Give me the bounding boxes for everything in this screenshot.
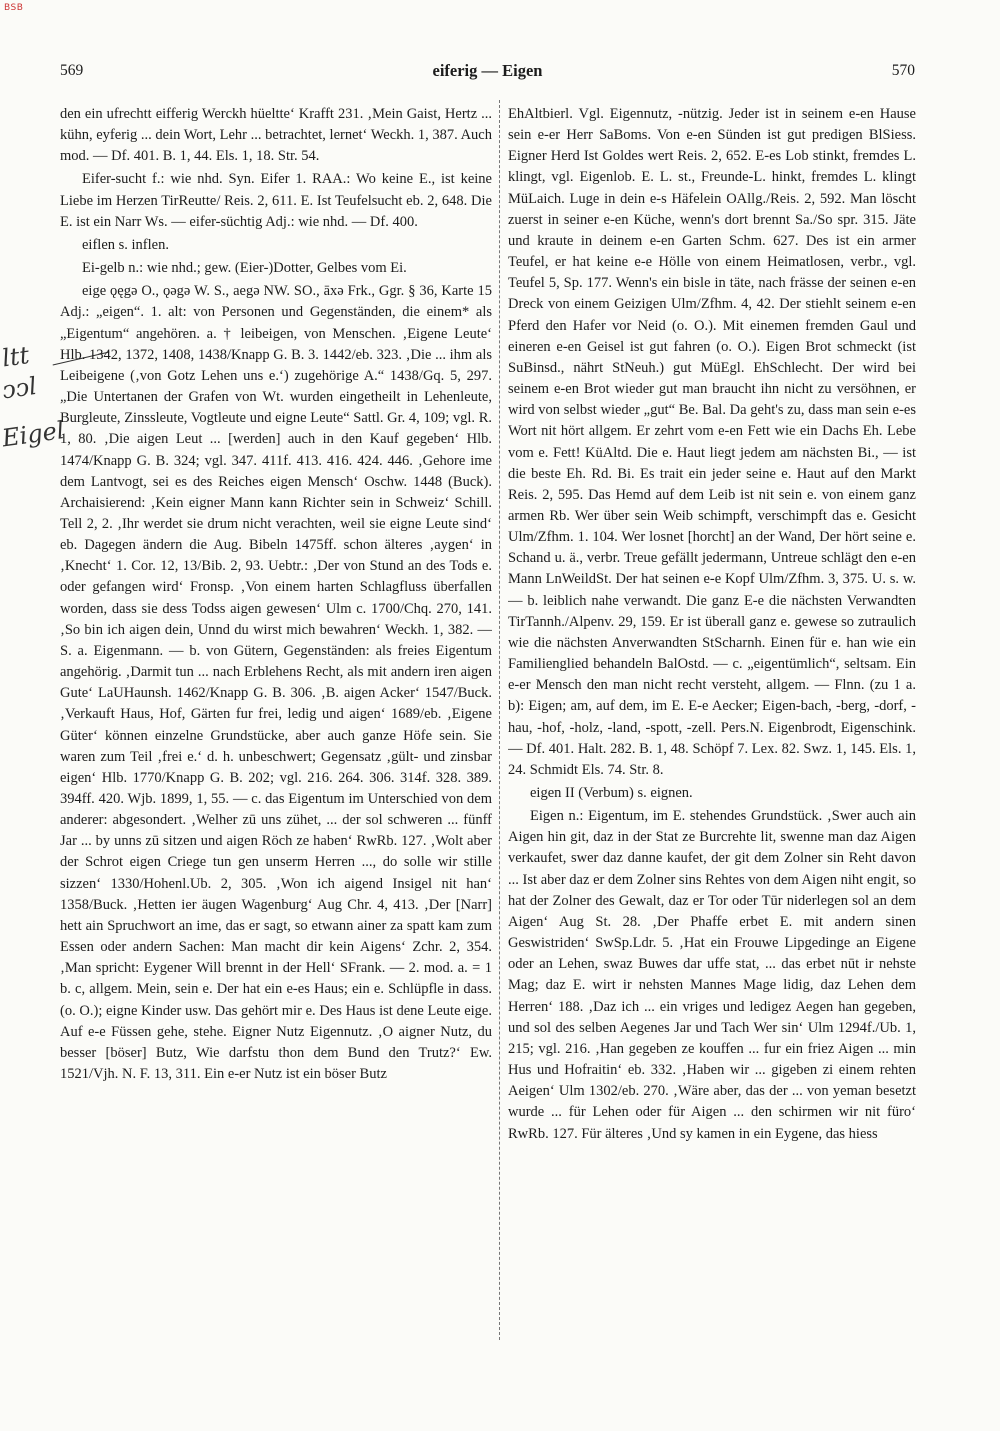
entry-eigen-noun: Eigen n.: Eigentum, im E. stehendes Grundstück. ‚Swer auch ain Aigen hin git, daz in der Stat ze Burcrehte lit, swenne man daz Aigen verkaufet, swer daz danne kaufet, der git dem Zolner sin Reht davon ... Ist aber daz er dem Zolner sins Rehtes von dem Aigen niht engit, so hat der Zolner des Gewalt, daz er Tor oder Tūr niderlegen sol an dem Aigen‘ Aug St. 28. ‚Der Phaffe erbet E. mit andern sinen Geswistriden‘ SwSp.Ldr. 5. ‚Hat ein Frouwe Lipgedinge an Eigene oder an Lehen, swaz Buwes dar uffe stat, ... das erbet nūt ir nehste Mag; daz E. wirt ir nehsten Mannes Mage lidig, daz Lehen dem Herren‘ 188. ‚Daz ich ... ein vriges und ledigez Aegen han gegeben, und sol des selben Aegenes Jar und Tach Wer sin‘ Ulm 1294f./Ub. 1, 215; vgl. 216. ‚Han gegeben ze kouffen ... fur ein friez Aigen ... min Hus und Hofraitin‘ eb. 332. ‚Haben wir ... gigeben zi einem rehten Aeigen‘ Ulm 1302/eb. 270. ‚Wäre aber, das der ... von yeman besetzt wurde ... für Lehen oder für Aigen ... den schirmen wir nit füro‘ RwRb. 127. Für älteres ‚Und sy kamen in ein Eygene, das hiess	[508, 808, 916, 1142]
entry-eigelb: Ei-gelb n.: wie nhd.; gew. (Eier-)Dotter, Gelbes vom Ei.	[82, 260, 407, 277]
left-column	[60, 104, 492, 1404]
entry-eige-continued: EhAltbierl. Vgl. Eigennutz, -nützig. Jeder ist in seinem e-en Hause sein e-er Herr SaBoms. Von e-en Sünden ist gut predigen BlSiess. Eigner Herd Ist Goldes wert Reis. 2, 652. E-es Lob stinkt, fremdes L. klingt, vgl. Eigenlob. E. L. st., Freunde-L. hinkt, fremdes L. klingt MüLaich. Luge in dein e-s Häfelein OAllg./Reis. 2, 592. Man löscht zuerst in seiner e-en Küche, wenn's dort brennt Sa./So spr. 315. Jäte und kraute in deinem e-en Garten Schm. 627. Des ist ein armer Teufel, er hat keine e-e Hölle von einem Heimatlosen, verbr., vgl. Teufel 5, Sp. 177. Wenn's ein bisle in täte, nach frässe der seinen e-en Dreck von einem Geizigen Ulm/Zfhm. 4, 42. Der stiehlt seinem e-en Pferd den Hafer vor Neid (o. O.). Mit einemen fremden Gaul und eineren e-en Geisel ist gut fahren (o. O.). Eigen Brot schmeckt (ist SuBinsd., nährt StNeuh.) gut MüEgl. EhSchlecht. Der wird bei seinem e-en Brot wieder gut man braucht ihn nicht zu versöhnen, er wird von selbst wieder „gut“ Be. Bal. Da geht's zu, dass man sein e-es Wort nit hört allgem. Er zehrt vom e-en Fett wie ein Dachs Eh. Lebe vom e. Fett! KüAltd. Die e. Haut liegt jedem am nächsten Bi., — ist die beste Eh. Rd. Bi. Es trait ein jeder seine e. Haut auf den Markt Reis. 2, 595. Das Hemd auf dem Leib ist nit sein e. von einem ganz armen Rb. Wer über sein Weib schimpft, verschimpft das e. Gesicht Ulm/Zfhm. 1. 104. Wer losnet [horcht] an der Wand, Der hört seine e. Schand u. ä., verbr. Treue gefällt jedermann, Untreue schlägt den e-en Mann LnWeildSt. Der hat seinen e-e Kopf Ulm/Zfhm. 3, 375. U. s. w. — b. leiblich nahe verwandt. Die ganz E-e die nächsten Verwandten TirTannh./Alpenv. 29, 159. Er ist überall ganz e. gewese so zutraulich wie die nächsten Anverwandten StScharnh. Einen für e. han wie ein Familienglied behandeln BalOstd. — c. „eigentümlich“, seltsam. Ein e-er Mensch den man nicht recht versteht, allgem. — Flnn. (zu 1 a. b): Eigen; am, auf dem, im E. E-e Aecker; Eigen-bach, -berg, -dorf, -hau, -hof, -holz, -land, -spott, -zell. Pers.N. Eigenbrodt, Eigenschink. — Df. 401. Halt. 282. B. 1, 48. Schöpf 7. Lex. 82. Swz. 1, 145. Els. 1, 24. Schmidt Els. 74. Str. 8.	[508, 106, 916, 778]
entry-eige: eige ǫęgə O., ǫəgə W. S., aegə NW. SO., āxə Frk., Ggr. § 36, Karte 15 Adj.: „eigen“. 1. alt: von Personen und Gegenständen, die einem* als „Eigentum“ angehören. a. † leibeigen, von Menschen. ‚Eigene Leute‘ Hlb. 1342, 1372, 1408, 1438/Knapp G. B. 3. 1442/eb. 323. ‚Die ... ihm als Leibeigene (‚von Gotz Lehen uns e.‘) zugehörige A.“ 1438/Gq. 5, 297. „Die Untertanen der Grafen von Wt. wurden eingetheilt in Lehenleute, Burgleute, Zinssleute, Vogtleute und eigne Leute“ Sattl. Gr. 4, 109; vgl. R. 1, 80. ‚Die aigen Leut ... [werden] auch in den Kauf gegeben‘ Hlb. 1474/Knapp G. B. 324; vgl. 347. 411f. 413. 416. 424. 446. ‚Gehore ime dem Lantvogt, sei es des Reiches eigen Mensch‘ Oschw. 1448 (Buck). Archaisierend: ‚Kein eigner Mann kann Richter sein in Schweiz‘ Schill. Tell 2, 2. ‚Ihr werdet sie drum nicht verachten, weil sie eigne Leute sind‘ eb. Dagegen ändern die Aug. Bibeln 1475ff. schon älteres ‚aygen‘ in ‚Knecht‘ 1. Cor. 12, 13/Bib. 2, 93. Uebtr.: ‚Der von Stund an des Tods e. oder gefangen wird‘ Fronsp. ‚Von einem harten Schlagfluss überfallen worden, dass sie dess Todss aigen gewesen‘ Ulm c. 1700/Chq. 270, 141. ‚So bin ich aigen dein, Unnd du wirst mich bewahren‘ Weckh. 1, 382. — S. a. Eigenmann. — b. von Gütern, Gegenständen: als freies Eigentum angehörig. ‚Darmit tun ... nach Erblehens Recht, als mit andern iren aigen Gute‘ LaUHaunsh. 1462/Knapp G. B. 306. ‚B. aigen Acker‘ 1547/Buck. ‚Verkauft Haus, Hof, Gärten fur frei, ledig und aigen‘ 1689/eb. ‚Eigene Güter‘ können einzelne Grundstücke, aber auch ganze Höfe sein. Sie waren zum Teil ‚frei e.‘ d. h. unbeschwert; Gegensatz ‚gült- und zinsbar eigen‘ Hlb. 1770/Knapp G. B. 202; vgl. 216. 264. 306. 314f. 328. 389. 394ff. 420. Wjb. 1899, 1, 55. — c. das Eigentum im Unterschied von dem anderer: abgesondert. ‚Welher zū uns zühet, ... der sol schweren ... fünff Jar ... by unns zū sitzen und aigen Röch ze haben‘ RwRb. 127. ‚Wolt aber der Schrot eigen Criege tun gen unserm Herren ..., do solle wir stille sizzen‘ 1330/Hohenl.Ub. 2, 305. ‚Won ich aigend Insigel nit han‘ 1358/Buck. ‚Hetten ier äugen Wagenburg‘ Aug Chr. 4, 413. ‚Der [Narr] hett ain Spruchwort an ime, das er sagt, so etwann ainer za spatt kam zum Essen oder andern Sachen: Man macht dir kein Aigens‘ Zchr. 2, 354. ‚Man spricht: Eygener Will brennt in der Hell‘ SFrank. — 2. mod. a. = 1 b. c, allgem. Mein, sein e. Der hat ein e-es Haus; ein e. Schlüpfle in dass. (o. O.); eigne Kinder usw. Das gehört mir e. Des Haus ist dene Leute eige. Auf e-e Füssen gehe, stehe. Eigner Nutz Eigennutz. ‚O aigner Nutz, du besser [böser] Butz, Wie darfstu thon dem Bund den Trutz?‘ Ew. 1521/Vjh. N. F. 13, 311. Ein e-er Nutz ist ein böser Butz	[60, 283, 492, 1083]
right-column	[508, 104, 916, 1404]
page-number-right: 570	[891, 62, 915, 79]
entry-eiflen: eiflen s. inflen.	[82, 236, 169, 253]
margin-note-2: ͻͻl	[0, 371, 39, 405]
page-number-left: 569	[60, 62, 84, 79]
running-header	[60, 62, 915, 88]
library-stamp: BSB	[4, 3, 24, 13]
header-title: eiferig — Eigen	[432, 61, 543, 80]
margin-note-1: ltt	[0, 340, 31, 373]
entry-eiferig-continued: den ein ufrechtt eifferig Werckh hüeltte‘ Krafft 231. ‚Mein Gaist, Hertz ... kühn, eyferig ... dein Wort, Lehr ... betrachtet, lernet‘ Weckh. 1, 387. Auch mod. — Df. 401. B. 1, 44. Els. 1, 18. Str. 54.	[60, 106, 492, 165]
entry-eifersucht: Eifer-sucht f.: wie nhd. Syn. Eifer 1. RAA.: Wo keine E., ist keine Liebe im Herzen TirReutte/ Reis. 2, 611. E. Ist Teufelsucht eb. 2, 648. Die E. ist ein Narr Ws. — eifer-süchtig Adj.: wie nhd. — Df. 400.	[60, 171, 492, 230]
entry-eigen-verb: eigen II (Verbum) s. eignen.	[530, 785, 693, 801]
column-divider	[499, 100, 500, 1340]
margin-note-3: Eigel	[0, 416, 67, 453]
